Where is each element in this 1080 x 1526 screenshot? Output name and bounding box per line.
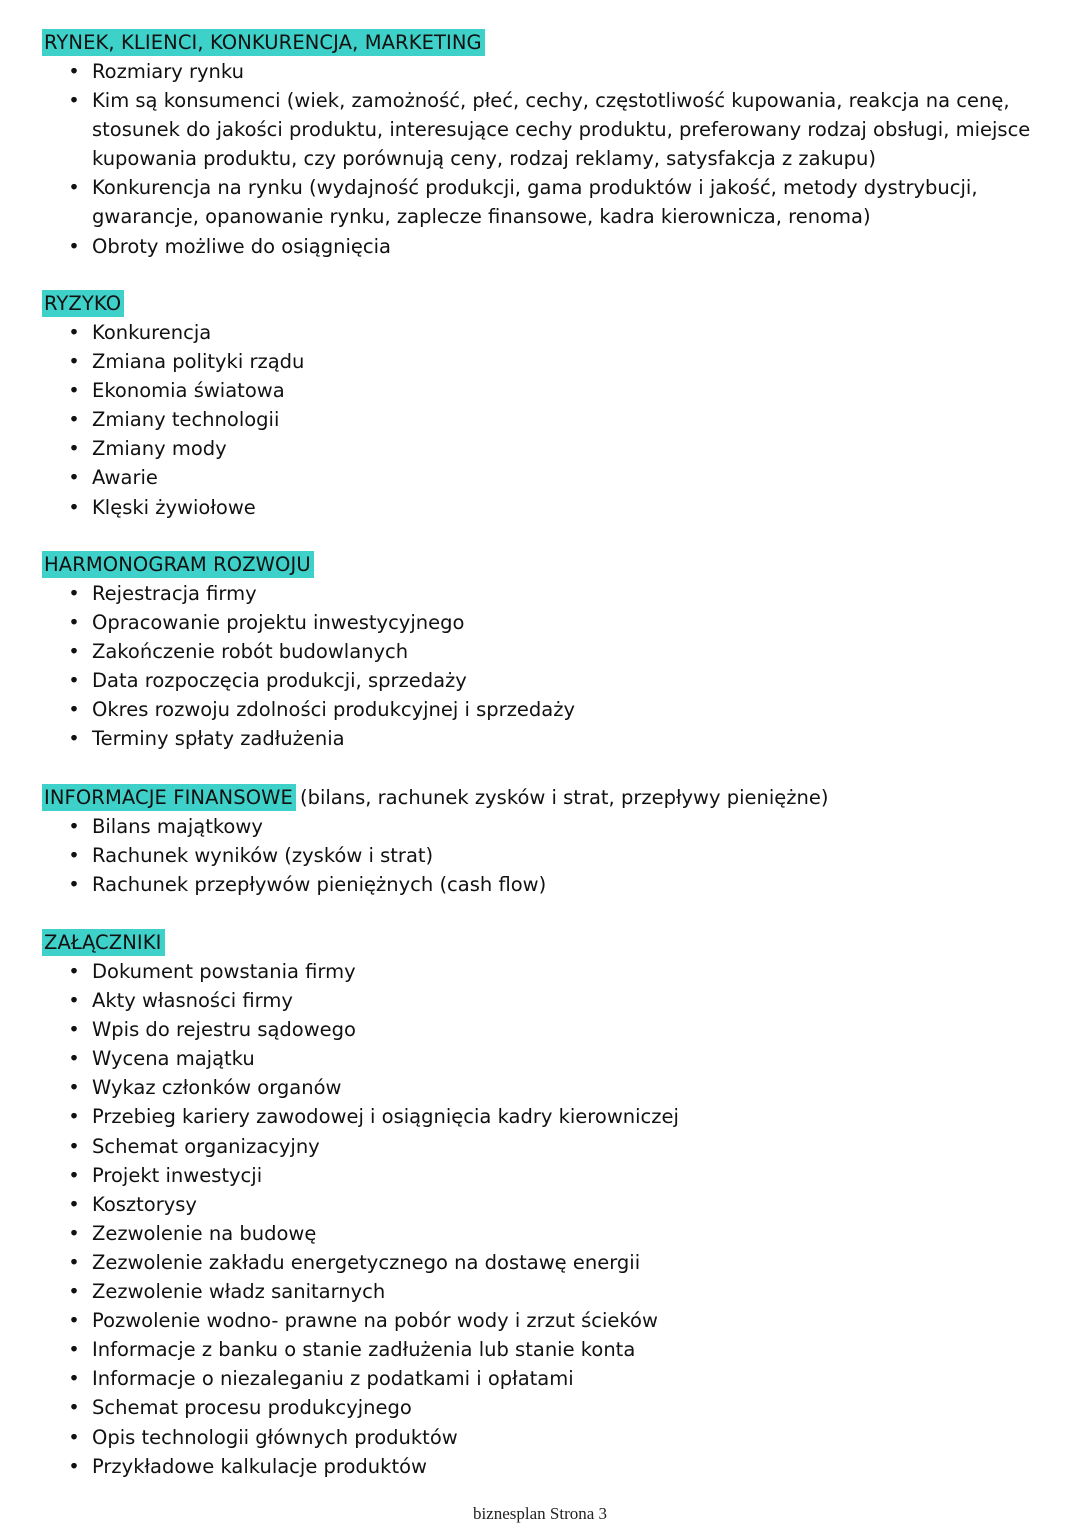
list-item (42, 493, 1052, 522)
section-market (42, 28, 1052, 261)
bullet-icon: • (68, 1134, 80, 1158)
list-item (42, 608, 1052, 637)
bullet-icon: • (68, 350, 80, 374)
list-item-text: Zmiany technologii (92, 408, 280, 432)
list-item-text: Informacje o niezaleganiu z podatkami i opłatami (92, 1367, 574, 1391)
section-heading: HARMONOGRAM ROZWOJU (42, 551, 314, 578)
list-item-text: Klęski żywiołowe (92, 495, 256, 519)
list-item (42, 1219, 1052, 1248)
list-item-text: Dokument powstania firmy (92, 960, 356, 983)
list-item (42, 1015, 1052, 1044)
list-item (42, 724, 1052, 753)
list-item-text: Rejestracja firmy (92, 582, 257, 605)
section-heading: RYNEK, KLIENCI, KONKURENCJA, MARKETING (42, 29, 485, 56)
bullet-icon: • (68, 1309, 80, 1333)
list-item (42, 1073, 1052, 1102)
list-item-text: Informacje z banku o stanie zadłużenia lub stanie konta (92, 1338, 636, 1362)
bullet-icon: • (68, 844, 80, 868)
bullet-icon: • (68, 466, 80, 490)
list-item (42, 1335, 1052, 1364)
bullet-list (42, 318, 1052, 522)
bullet-icon: • (68, 1076, 80, 1100)
list-item-text: Wykaz członków organów (92, 1076, 342, 1100)
list-item (42, 812, 1052, 841)
bullet-icon: • (68, 1396, 80, 1420)
bullet-list (42, 57, 1052, 261)
list-item (42, 579, 1052, 608)
list-item-text: Akty własności firmy (92, 989, 293, 1013)
list-item-text: Data rozpoczęcia produkcji, sprzedaży (92, 669, 467, 693)
list-item (42, 957, 1052, 986)
list-item (42, 666, 1052, 695)
list-item-text: Przykładowe kalkulacje produktów (92, 1454, 427, 1478)
bullet-icon: • (68, 321, 80, 344)
list-item-text: Schemat organizacyjny (92, 1134, 320, 1158)
list-item-text: Awarie (92, 466, 158, 490)
bullet-icon: • (68, 1018, 80, 1042)
section-heading-line (42, 289, 1052, 318)
bullet-icon: • (68, 1250, 80, 1274)
list-item-text: Zezwolenie na budowę (92, 1221, 317, 1245)
list-item-text: Przebieg kariery zawodowej i osiągnięcia kadry kierowniczej (92, 1105, 679, 1129)
list-item (42, 870, 1052, 899)
list-item-text: Pozwolenie wodno- prawne na pobór wody i zrzut ścieków (92, 1309, 658, 1333)
bullet-icon: • (68, 698, 80, 722)
list-item (42, 318, 1052, 347)
bullet-icon: • (68, 669, 80, 693)
list-item-text: Opracowanie projektu inwestycyjnego (92, 611, 465, 635)
list-item (42, 1248, 1052, 1277)
bullet-icon: • (68, 1047, 80, 1071)
list-item (42, 1190, 1052, 1219)
bullet-icon: • (68, 495, 80, 519)
bullet-list (42, 957, 1052, 1481)
list-item (42, 57, 1052, 86)
bullet-icon: • (68, 1192, 80, 1216)
list-item-text: Rachunek przepływów pieniężnych (cash flow) (92, 873, 547, 897)
bullet-icon: • (68, 727, 80, 751)
section-heading: ZAŁĄCZNIKI (42, 929, 165, 956)
bullet-icon: • (68, 408, 80, 432)
section-attachments (42, 928, 1052, 1481)
list-item (42, 1102, 1052, 1131)
list-item-text: Okres rozwoju zdolności produkcyjnej i sprzedaży (92, 698, 576, 722)
section-financial (42, 783, 1052, 899)
list-item (42, 86, 1052, 173)
list-item-text: Zezwolenie zakładu energetycznego na dostawę energii (92, 1250, 641, 1274)
bullet-icon: • (68, 1280, 80, 1304)
bullet-icon: • (68, 1338, 80, 1362)
list-item-text: Konkurencja (92, 321, 212, 344)
list-item (42, 434, 1052, 463)
list-item (42, 173, 1052, 231)
list-item (42, 695, 1052, 724)
bullet-icon: • (68, 873, 80, 897)
section-heading-line (42, 783, 1052, 812)
list-item (42, 1364, 1052, 1393)
list-item (42, 347, 1052, 376)
bullet-icon: • (68, 1105, 80, 1129)
section-risk (42, 289, 1052, 522)
bullet-icon: • (68, 1163, 80, 1187)
list-item (42, 1161, 1052, 1190)
list-item-text: Obroty możliwe do osiągnięcia (92, 234, 391, 258)
list-item (42, 1277, 1052, 1306)
bullet-icon: • (68, 1454, 80, 1478)
list-item-text: Bilans majątkowy (92, 815, 263, 838)
list-item (42, 986, 1052, 1015)
list-item (42, 463, 1052, 492)
list-item-text: Zezwolenie władz sanitarnych (92, 1280, 386, 1304)
list-item-text: Rozmiary rynku (92, 60, 244, 83)
bullet-icon: • (68, 1367, 80, 1391)
list-item (42, 841, 1052, 870)
bullet-icon: • (68, 1425, 80, 1449)
list-item-text: Zmiana polityki rządu (92, 350, 305, 374)
section-heading: RYZYKO (42, 290, 124, 317)
section-heading-line (42, 550, 1052, 579)
section-heading-note: (bilans, rachunek zysków i strat, przepływy pieniężne) (299, 786, 829, 809)
list-item (42, 1423, 1052, 1452)
list-item (42, 232, 1052, 261)
list-item (42, 1393, 1052, 1422)
list-item (42, 1044, 1052, 1073)
list-item (42, 1306, 1052, 1335)
bullet-icon: • (68, 582, 80, 605)
bullet-icon: • (68, 437, 80, 461)
list-item-text: Kosztorysy (92, 1192, 197, 1216)
list-item (42, 1452, 1052, 1481)
list-item-text: Zakończenie robót budowlanych (92, 640, 409, 664)
section-heading-line (42, 28, 1052, 57)
page-footer: biznesplan Strona 3 (472, 1504, 608, 1523)
list-item-text: Terminy spłaty zadłużenia (92, 727, 345, 751)
list-item-text: Rachunek wyników (zysków i strat) (92, 844, 434, 868)
bullet-icon: • (68, 176, 80, 200)
list-item-text: Ekonomia światowa (92, 379, 285, 403)
list-item-text: Kim są konsumenci (wiek, zamożność, płeć, cechy, częstotliwość kupowania, reakcja na cenę, stosunek do jakości produktu, interesujące cechy produktu, preferowany rodzaj obsługi, miejsce kupowania produktu, czy porównują ceny, rodzaj reklamy, satysfakcja z zakupu) (92, 89, 1031, 171)
section-schedule (42, 550, 1052, 754)
bullet-icon: • (68, 960, 80, 983)
bullet-icon: • (68, 89, 80, 113)
bullet-icon: • (68, 989, 80, 1013)
list-item-text: Opis technologii głównych produktów (92, 1425, 458, 1449)
list-item (42, 1132, 1052, 1161)
bullet-icon: • (68, 379, 80, 403)
list-item-text: Wpis do rejestru sądowego (92, 1018, 356, 1042)
bullet-icon: • (68, 1221, 80, 1245)
bullet-icon: • (68, 60, 80, 83)
bullet-icon: • (68, 234, 80, 258)
bullet-list (42, 579, 1052, 754)
list-item-text: Konkurencja na rynku (wydajność produkcji, gama produktów i jakość, metody dystrybucji, gwarancje, opanowanie rynku, zaplecze finansowe, kadra kierownicza, renoma) (92, 176, 978, 229)
list-item-text: Wycena majątku (92, 1047, 255, 1071)
bullet-icon: • (68, 815, 80, 838)
section-heading-line (42, 928, 1052, 957)
list-item (42, 405, 1052, 434)
list-item (42, 637, 1052, 666)
bullet-list (42, 812, 1052, 899)
list-item (42, 376, 1052, 405)
list-item-text: Schemat procesu produkcyjnego (92, 1396, 412, 1420)
list-item-text: Zmiany mody (92, 437, 227, 461)
bullet-icon: • (68, 640, 80, 664)
section-heading: INFORMACJE FINANSOWE (42, 784, 296, 811)
bullet-icon: • (68, 611, 80, 635)
list-item-text: Projekt inwestycji (92, 1163, 263, 1187)
